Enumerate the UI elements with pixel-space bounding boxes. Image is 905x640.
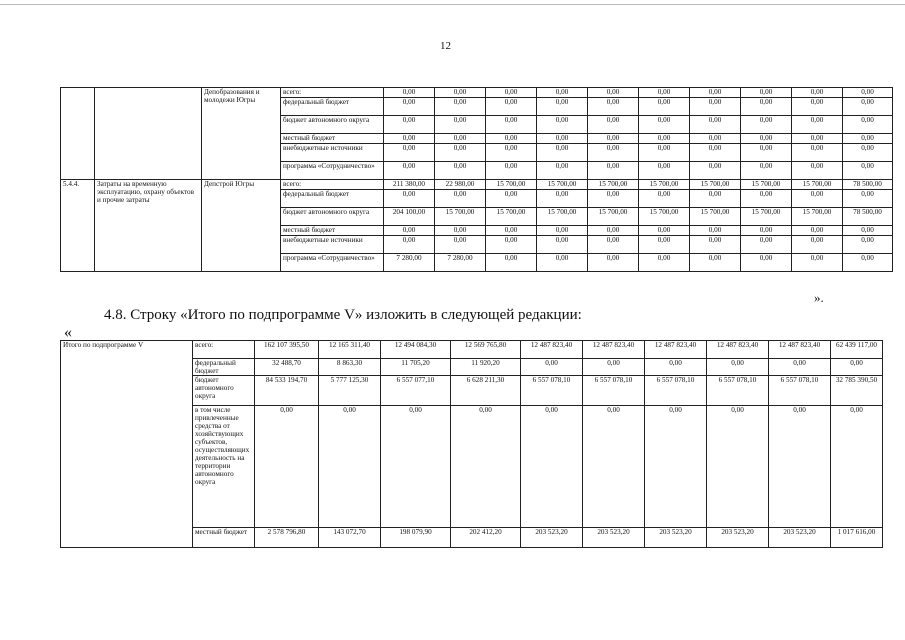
value-cell: 6 557 078,10 xyxy=(583,376,645,406)
funding-source-label: внебюджетные источники xyxy=(281,236,384,254)
value-cell: 78 500,00 xyxy=(843,208,893,226)
table-row xyxy=(61,341,883,359)
value-cell: 0,00 xyxy=(741,236,792,254)
value-cell: 15 700,00 xyxy=(486,180,537,190)
value-cell: 0,00 xyxy=(384,226,435,236)
table-row xyxy=(61,180,893,190)
value-cell: 0,00 xyxy=(741,88,792,98)
value-cell: 0,00 xyxy=(707,406,769,528)
closing-quote: ». xyxy=(814,290,824,305)
value-cell: 0,00 xyxy=(588,134,639,144)
value-cell: 0,00 xyxy=(690,226,741,236)
value-cell: 0,00 xyxy=(486,98,537,116)
value-cell: 15 700,00 xyxy=(792,208,843,226)
value-cell: 0,00 xyxy=(537,236,588,254)
item-number xyxy=(61,88,95,180)
value-cell: 0,00 xyxy=(583,359,645,376)
value-cell: 0,00 xyxy=(690,190,741,208)
section-heading: 4.8. Строку «Итого по подпрограмме V» изложить в следующей редакции: xyxy=(104,307,582,323)
value-cell: 203 523,20 xyxy=(583,528,645,548)
value-cell: 0,00 xyxy=(521,406,583,528)
value-cell: 0,00 xyxy=(588,144,639,162)
value-cell: 0,00 xyxy=(319,406,381,528)
value-cell: 12 487 823,40 xyxy=(707,341,769,359)
value-cell: 32 488,70 xyxy=(255,359,319,376)
value-cell: 0,00 xyxy=(588,88,639,98)
value-cell: 0,00 xyxy=(486,134,537,144)
value-cell: 198 079,90 xyxy=(381,528,451,548)
value-cell: 0,00 xyxy=(537,254,588,272)
value-cell: 0,00 xyxy=(435,88,486,98)
funding-source-label: федеральный бюджет xyxy=(281,98,384,116)
value-cell: 15 700,00 xyxy=(588,180,639,190)
value-cell: 6 557 078,10 xyxy=(707,376,769,406)
value-cell: 5 777 125,30 xyxy=(319,376,381,406)
value-cell: 143 072,70 xyxy=(319,528,381,548)
value-cell: 0,00 xyxy=(843,162,893,180)
value-cell: 0,00 xyxy=(792,254,843,272)
item-title: Затраты на временную эксплуатацию, охрану объектов и прочие затраты xyxy=(95,180,202,272)
value-cell: 0,00 xyxy=(588,190,639,208)
funding-source-label: местный бюджет xyxy=(281,134,384,144)
value-cell: 0,00 xyxy=(435,116,486,134)
value-cell: 0,00 xyxy=(741,254,792,272)
subprogram-total-table xyxy=(60,340,883,548)
value-cell: 0,00 xyxy=(639,98,690,116)
value-cell: 15 700,00 xyxy=(588,208,639,226)
funding-source-label: местный бюджет xyxy=(281,226,384,236)
value-cell: 202 412,20 xyxy=(451,528,521,548)
value-cell: 0,00 xyxy=(690,88,741,98)
value-cell: 0,00 xyxy=(435,236,486,254)
value-cell: 15 700,00 xyxy=(741,208,792,226)
value-cell: 0,00 xyxy=(521,359,583,376)
funding-source-label: бюджет автономного округа xyxy=(193,376,255,406)
value-cell: 15 700,00 xyxy=(690,180,741,190)
value-cell: 203 523,20 xyxy=(645,528,707,548)
value-cell: 6 628 211,30 xyxy=(451,376,521,406)
value-cell: 0,00 xyxy=(792,98,843,116)
funding-source-label: программа «Сотрудничество» xyxy=(281,162,384,180)
value-cell: 0,00 xyxy=(588,254,639,272)
value-cell: 204 100,00 xyxy=(384,208,435,226)
value-cell: 0,00 xyxy=(639,162,690,180)
value-cell: 0,00 xyxy=(639,190,690,208)
value-cell: 203 523,20 xyxy=(769,528,831,548)
value-cell: 12 494 084,30 xyxy=(381,341,451,359)
value-cell: 7 280,00 xyxy=(435,254,486,272)
value-cell: 0,00 xyxy=(486,236,537,254)
value-cell: 6 557 078,10 xyxy=(521,376,583,406)
value-cell: 0,00 xyxy=(690,162,741,180)
value-cell: 0,00 xyxy=(639,254,690,272)
value-cell: 0,00 xyxy=(741,134,792,144)
value-cell: 62 439 117,00 xyxy=(831,341,883,359)
value-cell: 0,00 xyxy=(639,134,690,144)
page-number: 12 xyxy=(440,40,451,52)
value-cell: 0,00 xyxy=(384,190,435,208)
value-cell: 0,00 xyxy=(843,98,893,116)
value-cell: 0,00 xyxy=(792,88,843,98)
value-cell: 0,00 xyxy=(588,116,639,134)
funding-source-label: федеральный бюджет xyxy=(281,190,384,208)
value-cell: 0,00 xyxy=(384,162,435,180)
value-cell: 0,00 xyxy=(843,134,893,144)
value-cell: 0,00 xyxy=(741,98,792,116)
value-cell: 0,00 xyxy=(384,98,435,116)
value-cell: 0,00 xyxy=(588,226,639,236)
funding-source-label: бюджет автономного округа xyxy=(281,208,384,226)
value-cell: 0,00 xyxy=(843,190,893,208)
value-cell: 0,00 xyxy=(384,144,435,162)
value-cell: 0,00 xyxy=(639,88,690,98)
value-cell: 0,00 xyxy=(537,226,588,236)
value-cell: 0,00 xyxy=(486,162,537,180)
value-cell: 0,00 xyxy=(537,190,588,208)
value-cell: 0,00 xyxy=(583,406,645,528)
value-cell: 0,00 xyxy=(486,88,537,98)
value-cell: 12 165 311,40 xyxy=(319,341,381,359)
funding-source-label: всего: xyxy=(193,341,255,359)
value-cell: 15 700,00 xyxy=(639,208,690,226)
value-cell: 12 487 823,40 xyxy=(769,341,831,359)
value-cell: 15 700,00 xyxy=(690,208,741,226)
value-cell: 0,00 xyxy=(435,162,486,180)
value-cell: 0,00 xyxy=(537,134,588,144)
value-cell: 78 500,00 xyxy=(843,180,893,190)
value-cell: 0,00 xyxy=(792,190,843,208)
value-cell: 0,00 xyxy=(255,406,319,528)
value-cell: 0,00 xyxy=(639,226,690,236)
value-cell: 203 523,20 xyxy=(521,528,583,548)
value-cell: 7 280,00 xyxy=(384,254,435,272)
value-cell: 32 785 390,50 xyxy=(831,376,883,406)
value-cell: 0,00 xyxy=(384,236,435,254)
value-cell: 12 487 823,40 xyxy=(521,341,583,359)
value-cell: 0,00 xyxy=(741,162,792,180)
program-table-continued xyxy=(60,87,893,272)
scan-top-edge xyxy=(0,0,905,5)
value-cell: 0,00 xyxy=(435,98,486,116)
value-cell: 0,00 xyxy=(435,134,486,144)
value-cell: 0,00 xyxy=(537,144,588,162)
funding-source-label: федеральный бюджет xyxy=(193,359,255,376)
value-cell: 1 017 616,00 xyxy=(831,528,883,548)
value-cell: 0,00 xyxy=(831,359,883,376)
funding-source-label: всего: xyxy=(281,88,384,98)
value-cell: 0,00 xyxy=(792,144,843,162)
value-cell: 0,00 xyxy=(639,116,690,134)
value-cell: 0,00 xyxy=(831,406,883,528)
value-cell: 0,00 xyxy=(690,116,741,134)
value-cell: 0,00 xyxy=(843,254,893,272)
value-cell: 0,00 xyxy=(792,226,843,236)
value-cell: 0,00 xyxy=(690,144,741,162)
value-cell: 15 700,00 xyxy=(639,180,690,190)
value-cell: 6 557 078,10 xyxy=(769,376,831,406)
value-cell: 0,00 xyxy=(486,190,537,208)
value-cell: 6 557 077,10 xyxy=(381,376,451,406)
value-cell: 0,00 xyxy=(486,116,537,134)
value-cell: 0,00 xyxy=(384,134,435,144)
value-cell: 0,00 xyxy=(843,88,893,98)
value-cell: 0,00 xyxy=(792,134,843,144)
value-cell: 0,00 xyxy=(741,116,792,134)
value-cell: 0,00 xyxy=(639,236,690,254)
value-cell: 0,00 xyxy=(769,359,831,376)
value-cell: 0,00 xyxy=(741,144,792,162)
value-cell: 0,00 xyxy=(645,406,707,528)
value-cell: 0,00 xyxy=(690,254,741,272)
value-cell: 22 980,00 xyxy=(435,180,486,190)
value-cell: 0,00 xyxy=(707,359,769,376)
funding-source-label: в том числе привлеченные средства от хозяйствующих субъектов, осуществляющих деятельность на территории автономного округа xyxy=(193,406,255,528)
table-row xyxy=(61,88,893,98)
value-cell: 0,00 xyxy=(537,162,588,180)
value-cell: 0,00 xyxy=(588,162,639,180)
value-cell: 0,00 xyxy=(486,144,537,162)
value-cell: 12 487 823,40 xyxy=(645,341,707,359)
value-cell: 15 700,00 xyxy=(435,208,486,226)
value-cell: 6 557 078,10 xyxy=(645,376,707,406)
executor-cell: Депобразования и молодежи Югры xyxy=(202,88,281,180)
total-title: Итого по подпрограмме V xyxy=(61,341,193,548)
value-cell: 0,00 xyxy=(792,116,843,134)
value-cell: 0,00 xyxy=(588,98,639,116)
value-cell: 0,00 xyxy=(843,226,893,236)
funding-source-label: местный бюджет xyxy=(193,528,255,548)
value-cell: 0,00 xyxy=(435,226,486,236)
value-cell: 0,00 xyxy=(769,406,831,528)
value-cell: 0,00 xyxy=(792,162,843,180)
value-cell: 203 523,20 xyxy=(707,528,769,548)
value-cell: 0,00 xyxy=(639,144,690,162)
funding-source-label: программа «Сотрудничество» xyxy=(281,254,384,272)
value-cell: 0,00 xyxy=(645,359,707,376)
value-cell: 0,00 xyxy=(537,98,588,116)
value-cell: 0,00 xyxy=(741,190,792,208)
funding-source-label: бюджет автономного округа xyxy=(281,116,384,134)
value-cell: 11 920,20 xyxy=(451,359,521,376)
value-cell: 0,00 xyxy=(486,226,537,236)
item-title xyxy=(95,88,202,180)
funding-source-label: внебюджетные источники xyxy=(281,144,384,162)
value-cell: 0,00 xyxy=(843,116,893,134)
value-cell: 11 705,20 xyxy=(381,359,451,376)
value-cell: 12 487 823,40 xyxy=(583,341,645,359)
value-cell: 0,00 xyxy=(792,236,843,254)
funding-source-label: всего: xyxy=(281,180,384,190)
value-cell: 8 863,30 xyxy=(319,359,381,376)
value-cell: 15 700,00 xyxy=(537,208,588,226)
value-cell: 0,00 xyxy=(843,144,893,162)
value-cell: 0,00 xyxy=(843,236,893,254)
value-cell: 162 107 395,50 xyxy=(255,341,319,359)
value-cell: 15 700,00 xyxy=(741,180,792,190)
value-cell: 12 569 765,80 xyxy=(451,341,521,359)
value-cell: 84 533 194,70 xyxy=(255,376,319,406)
opening-quote: « xyxy=(64,324,72,341)
value-cell: 0,00 xyxy=(588,236,639,254)
value-cell: 211 380,00 xyxy=(384,180,435,190)
value-cell: 0,00 xyxy=(435,144,486,162)
value-cell: 0,00 xyxy=(690,236,741,254)
value-cell: 0,00 xyxy=(384,88,435,98)
value-cell: 0,00 xyxy=(381,406,451,528)
value-cell: 0,00 xyxy=(741,226,792,236)
item-number: 5.4.4. xyxy=(61,180,95,272)
value-cell: 0,00 xyxy=(690,98,741,116)
executor-cell: Депстрой Югры xyxy=(202,180,281,272)
value-cell: 15 700,00 xyxy=(486,208,537,226)
value-cell: 0,00 xyxy=(451,406,521,528)
value-cell: 0,00 xyxy=(690,134,741,144)
value-cell: 0,00 xyxy=(384,116,435,134)
value-cell: 15 700,00 xyxy=(792,180,843,190)
value-cell: 0,00 xyxy=(537,116,588,134)
value-cell: 0,00 xyxy=(537,88,588,98)
value-cell: 0,00 xyxy=(486,254,537,272)
value-cell: 0,00 xyxy=(435,190,486,208)
value-cell: 2 578 796,80 xyxy=(255,528,319,548)
value-cell: 15 700,00 xyxy=(537,180,588,190)
